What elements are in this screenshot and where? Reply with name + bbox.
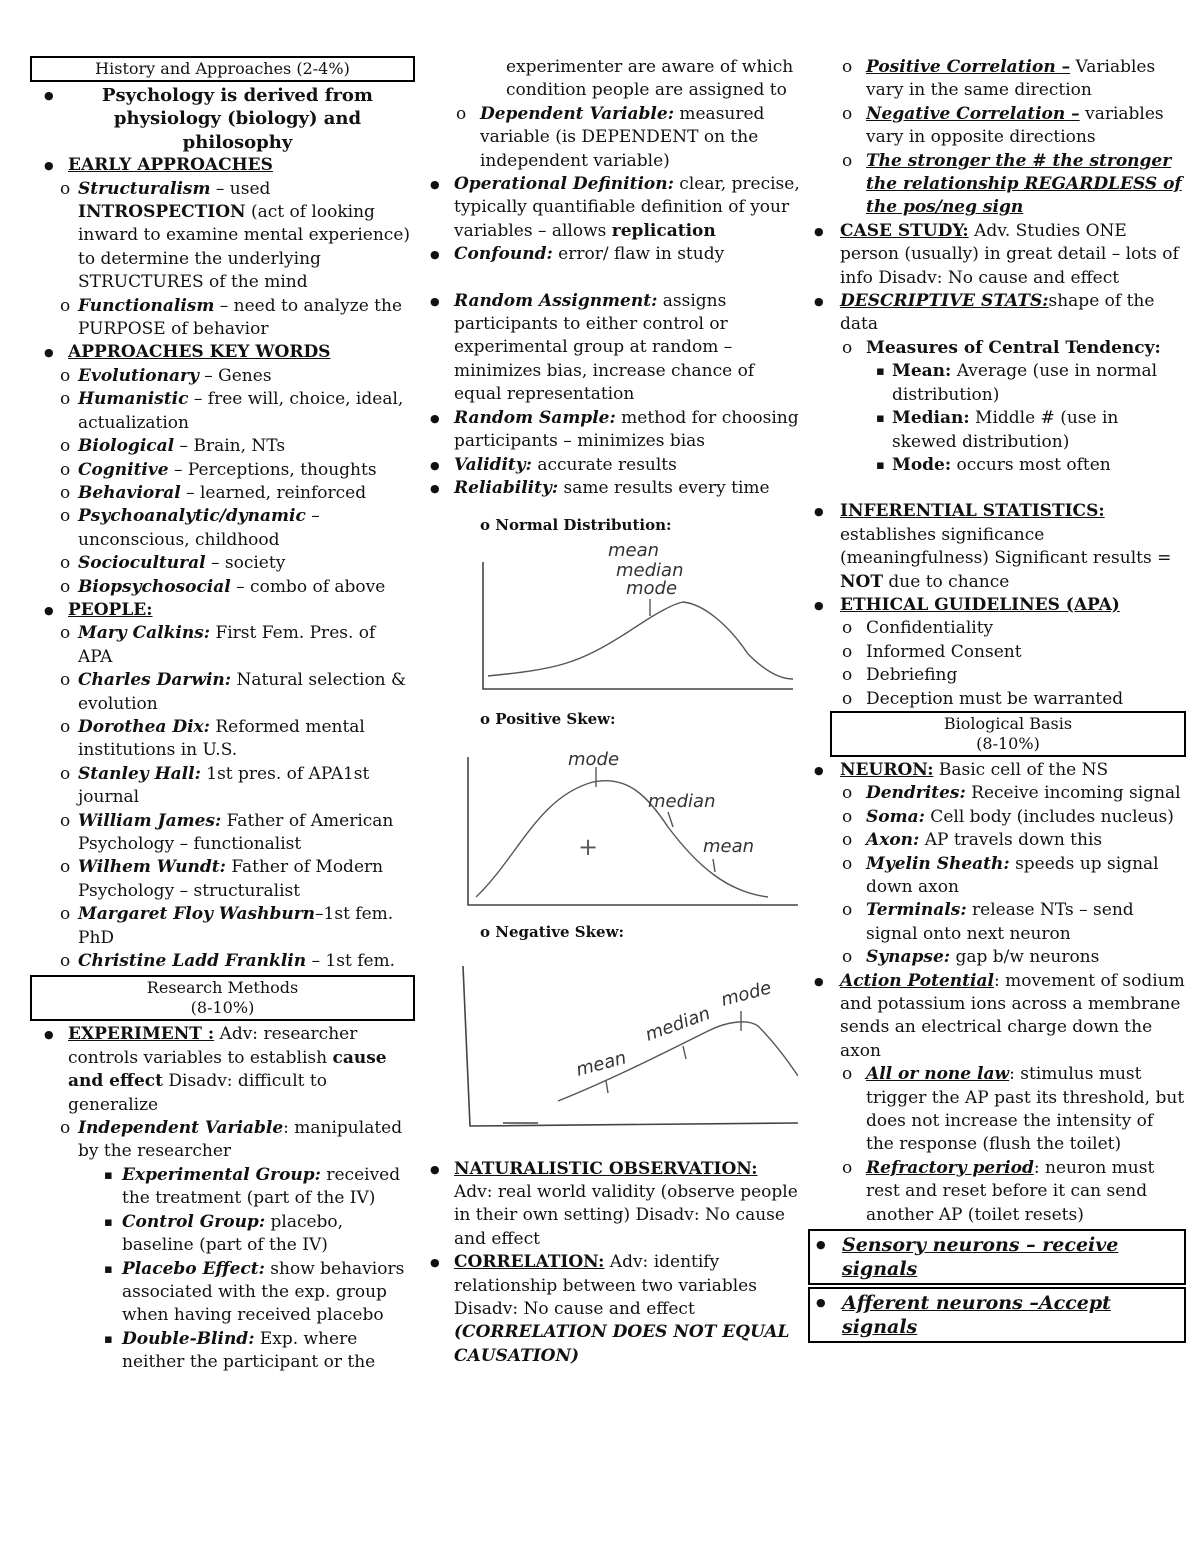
person-text: Reformed mental institutions in U.S.: [78, 716, 365, 761]
history-header: History and Approaches (2-4%): [30, 56, 415, 82]
person-term: Charles Darwin:: [78, 670, 232, 691]
person-item: [30, 716, 415, 763]
experiment-item: [30, 1023, 415, 1117]
structuralism-text: – used: [210, 178, 271, 199]
neuron-part: [808, 946, 1186, 969]
approach-item: [30, 365, 415, 388]
validity-term: Validity:: [454, 454, 532, 475]
sub-item: [30, 1211, 415, 1258]
inferential-item: [808, 500, 1186, 523]
confound-item: [428, 243, 800, 266]
pos-mode: mode: [568, 749, 620, 771]
approach-text: – society: [205, 553, 286, 574]
research-header: [30, 975, 415, 1021]
experiment-rest: Disadv: difficult to generalize: [68, 1071, 327, 1115]
correlation-caps: (CORRELATION DOES NOT EQUAL CAUSATION): [454, 1322, 790, 1366]
person-text: Father of Modern Psychology – structuralist: [78, 857, 384, 901]
afferent-text: Afferent neurons –Accept signals: [842, 1292, 1111, 1339]
person-item: [30, 810, 415, 857]
infer-text: establishes significance (meaningfulness) Significant results =: [840, 524, 1172, 569]
neuron-part: [808, 899, 1186, 946]
infer-rest: due to chance: [883, 571, 1010, 592]
correlation-text: Adv: identify relationship between two variables Disadv: No cause and effect: [454, 1252, 757, 1319]
random-assignment-item: [428, 290, 800, 407]
random-sample-item: [428, 407, 800, 454]
refractory-item: [808, 1157, 1186, 1227]
confound-text: error/ flaw in study: [552, 244, 725, 265]
pos-mean: mean: [703, 836, 755, 858]
confound-term: Confound:: [454, 244, 553, 265]
descriptive-item: [808, 290, 1186, 337]
median-text: Middle # (use in skewed distribution): [892, 408, 1119, 452]
functionalism-text: – need to analyze the PURPOSE of behavior: [78, 295, 402, 340]
afferent-box: [808, 1287, 1186, 1343]
sub-item: [30, 1328, 415, 1375]
approach-text: – combo of above: [230, 576, 386, 597]
validity-text: accurate results: [531, 454, 677, 475]
opdef-text: clear, precise, typically quantifiable definition of your variables – allows: [454, 174, 800, 241]
ethics-item: o Deception must be warranted: [808, 688, 1186, 711]
ap-term: Action Potential: [840, 970, 994, 991]
iv-text: : manipulated by the researcher: [78, 1118, 403, 1162]
column-1: [30, 56, 415, 1375]
person-item: [30, 669, 415, 716]
neg-corr-text: variables vary in opposite directions: [866, 103, 1164, 148]
pos-corr-term: Positive Correlation –: [866, 57, 1071, 77]
neg-median: median: [642, 1002, 714, 1046]
approach-term: Behavioral: [78, 482, 181, 503]
negative-skew-svg: [428, 951, 798, 1136]
functionalism-term: Functionalism: [78, 295, 215, 316]
negative-correlation-item: [808, 103, 1186, 150]
mean-text: Average (use in normal distribution): [892, 361, 1158, 405]
not-term: NOT: [840, 571, 883, 592]
part-term: Terminals:: [866, 900, 967, 921]
negative-skew-label: o Negative Skew:: [428, 921, 800, 944]
normal-distribution-svg: [428, 544, 798, 704]
part-term: Myelin Sheath:: [866, 853, 1010, 874]
sub-item: [30, 1164, 415, 1211]
approach-item: [30, 388, 415, 435]
infer-term: INFERENTIAL STATISTICS:: [840, 501, 1105, 522]
central-term: Measures of Central Tendency:: [866, 337, 1161, 358]
sub-text: Exp. where neither the participant or the: [122, 1328, 376, 1373]
reliability-text: same results every time: [558, 477, 770, 498]
case-term: CASE STUDY:: [840, 220, 969, 241]
reliability-term: Reliability:: [454, 477, 559, 498]
people-heading: [30, 599, 415, 622]
case-text: Adv. Studies ONE person (usually) in great detail – lots of info Disadv: No cause and effect: [840, 220, 1179, 288]
allnone-term: All or none law: [866, 1064, 1010, 1085]
structuralism-term: Structuralism: [78, 178, 211, 199]
rs-term: Random Sample:: [454, 407, 616, 428]
neuron-part: [808, 782, 1186, 805]
naturalistic-item: [428, 1158, 800, 1252]
neuron-part: [808, 853, 1186, 900]
neuron-term: NEURON:: [840, 759, 934, 780]
desc-term: DESCRIPTIVE STATS:: [840, 291, 1049, 312]
approaches-label: APPROACHES KEY WORDS: [68, 342, 331, 363]
sub-term: Placebo Effect:: [122, 1258, 265, 1279]
structuralism-rest: (act of looking inward to examine mental experience) to determine the underlying STRUCTURES of the mind: [78, 202, 411, 293]
afferent-item: [810, 1291, 1184, 1339]
person-item: [30, 622, 415, 669]
approach-text: – Perceptions, thoughts: [168, 459, 377, 480]
person-text: 1st pres. of APA1st journal: [78, 763, 370, 808]
part-text: AP travels down this: [919, 830, 1103, 851]
sub-term: Experimental Group:: [122, 1164, 321, 1185]
approach-item: [30, 576, 415, 599]
bio-header-title: Biological Basis: [943, 713, 1073, 733]
opdef-term: Operational Definition:: [454, 174, 674, 195]
sub-text: placebo, baseline (part of the IV): [122, 1211, 344, 1256]
positive-skew-cross: +: [578, 833, 599, 862]
approach-term: Sociocultural: [78, 553, 206, 574]
approach-term: Psychoanalytic/dynamic: [78, 506, 306, 527]
bio-header-percent: (8-10%): [976, 733, 1040, 753]
person-text: – 1st fem.: [306, 951, 396, 972]
continued-text: experimenter are aware of which condition people are assigned to: [506, 57, 794, 101]
structuralism-item: [30, 178, 415, 295]
correlation-term: CORRELATION:: [454, 1252, 605, 1273]
people-label: PEOPLE:: [68, 599, 153, 620]
replication-term: replication: [611, 220, 716, 241]
part-term: Soma:: [866, 806, 925, 827]
naturalistic-text: Adv: real world validity (observe people in their own setting) Disadv: No cause and effect: [454, 1181, 798, 1249]
approach-term: Cognitive: [78, 459, 169, 480]
dv-text: measured variable (is DEPENDENT on the independent variable): [480, 103, 765, 171]
functionalism-item: [30, 295, 415, 342]
refract-text: : neuron must rest and reset before it can send another AP (toilet resets): [866, 1157, 1155, 1225]
bio-header: [830, 711, 1186, 757]
part-term: Dendrites:: [866, 783, 966, 804]
all-none-item: [808, 1063, 1186, 1157]
iv-item: [30, 1117, 415, 1164]
ethical-item: [808, 594, 1186, 617]
inferential-body: [808, 524, 1186, 594]
person-text: Father of American Psychology – functionalist: [78, 810, 394, 854]
reliability-item: [428, 477, 800, 500]
part-text: Cell body (includes nucleus): [924, 806, 1174, 827]
approach-item: [30, 435, 415, 458]
approach-text: – unconscious, childhood: [78, 506, 320, 550]
sensory-item: [810, 1233, 1184, 1281]
research-header-percent: (8-10%): [190, 998, 255, 1018]
normal-mode: mode: [626, 577, 678, 599]
approach-item: [30, 459, 415, 482]
neuron-part: [808, 806, 1186, 829]
column-2: [428, 56, 800, 1368]
sub-item: [30, 1258, 415, 1328]
neg-mean: mean: [573, 1046, 629, 1081]
mode-term: Mode:: [892, 454, 952, 475]
positive-skew-graph: [428, 737, 800, 917]
validity-item: [428, 454, 800, 477]
ethical-term: ETHICAL GUIDELINES (APA): [840, 594, 1120, 615]
rs-text: method for choosing participants – minimizes bias: [454, 407, 799, 452]
early-approaches-heading: [30, 154, 415, 177]
iv-term: Independent Variable: [78, 1118, 284, 1139]
negative-skew-graph: [428, 951, 800, 1136]
positive-skew-label: o Positive Skew:: [428, 708, 800, 731]
neg-mode: mode: [718, 976, 774, 1011]
sensory-box: [808, 1229, 1186, 1285]
approach-text: – Brain, NTs: [174, 436, 286, 457]
median-term: Median:: [892, 408, 970, 429]
median-item: [808, 407, 1186, 454]
experiment-term: EXPERIMENT :: [68, 1024, 215, 1045]
ethics-item: o Confidentiality: [808, 617, 1186, 640]
mean-item: [808, 360, 1186, 407]
spacer: [428, 267, 800, 290]
allnone-text: : stimulus must trigger the AP past its threshold, but does not increase the intensity of the response (flush the toilet): [866, 1064, 1185, 1155]
person-text: –1st fem. PhD: [78, 904, 394, 948]
column-3: [808, 56, 1186, 1343]
naturalistic-term: NATURALISTIC OBSERVATION:: [454, 1158, 758, 1179]
ethics-item: o Debriefing: [808, 664, 1186, 687]
part-text: Receive incoming signal: [965, 783, 1181, 804]
ethics-item: o Informed Consent: [808, 641, 1186, 664]
approach-text: – Genes: [198, 365, 272, 386]
psych-derived: ● Psychology is derived from physiology (biology) and philosophy: [30, 84, 415, 154]
ra-text: assigns participants to either control or experimental group at random – minimizes bias, increase chance of equal representation: [454, 290, 755, 405]
sub-text: show behaviors associated with the exp. group when having received placebo: [122, 1258, 405, 1326]
person-text: Natural selection & evolution: [78, 670, 407, 714]
positive-correlation-item: [808, 56, 1186, 103]
part-term: Synapse:: [866, 947, 951, 968]
action-potential-item: [808, 970, 1186, 1064]
spacer: [808, 477, 1186, 500]
approach-term: Evolutionary: [78, 365, 199, 386]
part-text: gap b/w neurons: [950, 947, 1100, 968]
refract-term: Refractory period: [866, 1157, 1034, 1178]
pos-median: median: [648, 791, 716, 813]
introspection-term: INTROSPECTION: [78, 202, 246, 223]
person-item: [30, 903, 415, 950]
pos-corr-text: Variables vary in the same direction: [866, 57, 1156, 101]
central-item: [808, 337, 1186, 360]
approach-text: – free will, choice, ideal, actualization: [78, 389, 404, 433]
part-term: Axon:: [866, 830, 920, 851]
approaches-heading: [30, 341, 415, 364]
person-term: Wilhem Wundt:: [78, 857, 226, 878]
approach-term: Biological: [78, 436, 175, 457]
approach-item: [30, 505, 415, 552]
stronger-item: [808, 150, 1186, 220]
mean-term: Mean:: [892, 361, 952, 382]
sub-term: Double-Blind:: [122, 1328, 255, 1349]
person-item: [30, 856, 415, 903]
dv-item: [428, 103, 800, 173]
cause-effect-term: cause and effect: [68, 1047, 387, 1092]
person-term: Mary Calkins:: [78, 623, 211, 644]
sub-text: received the treatment (part of the IV): [122, 1164, 401, 1209]
mode-text: occurs most often: [951, 454, 1111, 475]
sub-term: Control Group:: [122, 1211, 266, 1232]
approach-term: Biopsychosocial: [78, 576, 231, 597]
normal-distribution-graph: [428, 544, 800, 704]
sensory-text: Sensory neurons – receive signals: [842, 1234, 1119, 1281]
experiment-text: Adv: researcher controls variables to establish: [68, 1024, 358, 1068]
stronger-text: The stronger the # the stronger the relationship REGARDLESS of the pos/neg sign: [866, 150, 1182, 218]
dv-term: Dependent Variable:: [480, 103, 674, 124]
person-item: [30, 950, 415, 973]
person-term: Stanley Hall:: [78, 763, 201, 784]
neuron-text: Basic cell of the NS: [933, 759, 1109, 780]
person-term: William James:: [78, 810, 222, 831]
correlation-item: [428, 1251, 800, 1368]
approach-item: [30, 482, 415, 505]
neg-corr-term: Negative Correlation –: [866, 103, 1080, 124]
case-study-item: [808, 220, 1186, 290]
normal-median: median: [616, 559, 684, 581]
approach-text: – learned, reinforced: [180, 482, 367, 503]
person-text: First Fem. Pres. of APA: [78, 623, 376, 667]
early-approaches-label: EARLY APPROACHES: [68, 155, 273, 176]
person-term: Dorothea Dix:: [78, 716, 210, 737]
neuron-part: [808, 829, 1186, 852]
opdef-item: [428, 173, 800, 243]
neuron-item: [808, 759, 1186, 782]
person-term: Christine Ladd Franklin: [78, 951, 307, 972]
research-header-title: Research Methods: [146, 978, 299, 998]
ap-text: : movement of sodium and potassium ions across a membrane sends an electrical charge down the axon: [840, 970, 1185, 1061]
desc-text: shape of the data: [840, 291, 1155, 335]
part-text: speeds up signal down axon: [866, 853, 1159, 897]
approach-item: [30, 552, 415, 575]
normal-mean: mean: [608, 543, 660, 561]
part-text: release NTs – send signal onto next neuron: [866, 900, 1134, 944]
ra-term: Random Assignment:: [454, 290, 658, 311]
normal-distribution-label: o Normal Distribution:: [428, 514, 800, 537]
mode-item: [808, 454, 1186, 477]
person-term: Margaret Floy Washburn: [78, 904, 316, 925]
person-item: [30, 763, 415, 810]
approach-term: Humanistic: [78, 389, 189, 410]
positive-skew-svg: [428, 737, 798, 917]
